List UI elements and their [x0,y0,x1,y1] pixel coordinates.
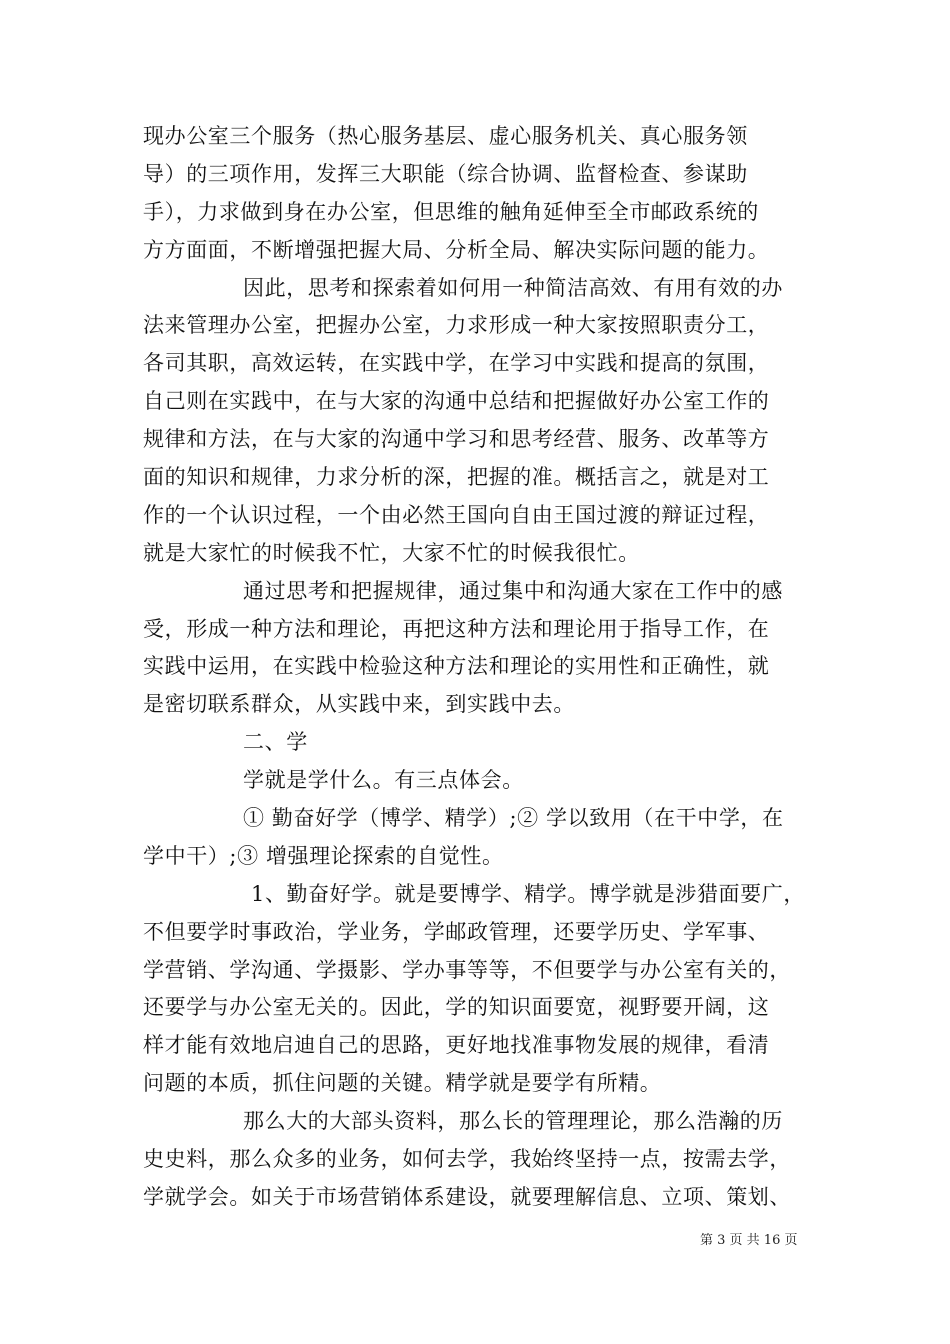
page-number: 第 3 页 共 16 页 [700,1233,798,1248]
text-line: 现办公室三个服务（热心服务基层、虚心服务机关、真心服务领 [143,124,748,148]
section-heading: 二、学 [243,730,308,755]
text-line: 因此，思考和探索着如何用一种简洁高效、有用有效的办 [243,275,783,300]
text-line: 是密切联系群众，从实践中来，到实践中去。 [143,692,575,717]
text-line: 方方面面，不断增强把握大局、分析全局、解决实际问题的能力。 [143,237,770,262]
text-line: 学就学会。如关于市场营销体系建设，就要理解信息、立项、策划、 [143,1184,791,1209]
text-line: 导）的三项作用，发挥三大职能（综合协调、监督检查、参谋助 [143,161,748,186]
text-line: 史史料，那么众多的业务，如何去学，我始终坚持一点，按需去学， [143,1147,791,1172]
text-line: ① 勤奋好学（博学、精学）;② 学以致用（在干中学，在 [243,806,784,831]
text-line: 实践中运用，在实践中检验这种方法和理论的实用性和正确性，就 [143,654,770,679]
text-line: 规律和方法，在与大家的沟通中学习和思考经营、服务、改革等方 [143,427,770,452]
text-line: 学营销、学沟通、学摄影、学办事等等，不但要学与办公室有关的， [143,957,791,982]
text-line: 法来管理办公室，把握办公室，力求形成一种大家按照职责分工， [143,313,770,338]
text-line: 就是大家忙的时候我不忙，大家不忙的时候我很忙。 [143,540,640,565]
text-line: 学中干）;③ 增强理论探索的自觉性。 [143,843,504,868]
text-line: 作的一个认识过程，一个由必然王国向自由王国过渡的辩证过程， [143,502,770,527]
text-line: 1、勤奋好学。就是要博学、精学。博学就是涉猎面要广， [251,881,805,906]
text-line: 还要学与办公室无关的。因此，学的知识面要宽，视野要开阔，这 [143,995,770,1020]
text-line: 学就是学什么。有三点体会。 [243,768,524,793]
text-line: 各司其职，高效运转，在实践中学，在学习中实践和提高的氛围， [143,351,770,376]
document-body [143,118,823,1217]
text-line: 样才能有效地启迪自己的思路，更好地找准事物发展的规律，看清 [143,1033,770,1058]
text-line: 那么大的大部头资料，那么长的管理理论，那么浩瀚的历 [243,1109,783,1134]
text-line: 不但要学时事政治，学业务，学邮政管理，还要学历史、学军事、 [143,919,770,944]
text-line: 通过思考和把握规律，通过集中和沟通大家在工作中的感 [243,578,783,603]
text-line: 问题的本质，抓住问题的关键。精学就是要学有所精。 [143,1071,662,1096]
text-line: 自己则在实践中，在与大家的沟通中总结和把握做好办公室工作的 [143,389,770,414]
text-line: 手），力求做到身在办公室，但思维的触角延伸至全市邮政系统的 [143,199,759,224]
text-line: 面的知识和规律，力求分析的深，把握的准。概括言之，就是对工 [143,465,770,490]
text-line: 受，形成一种方法和理论，再把这种方法和理论用于指导工作，在 [143,616,770,641]
